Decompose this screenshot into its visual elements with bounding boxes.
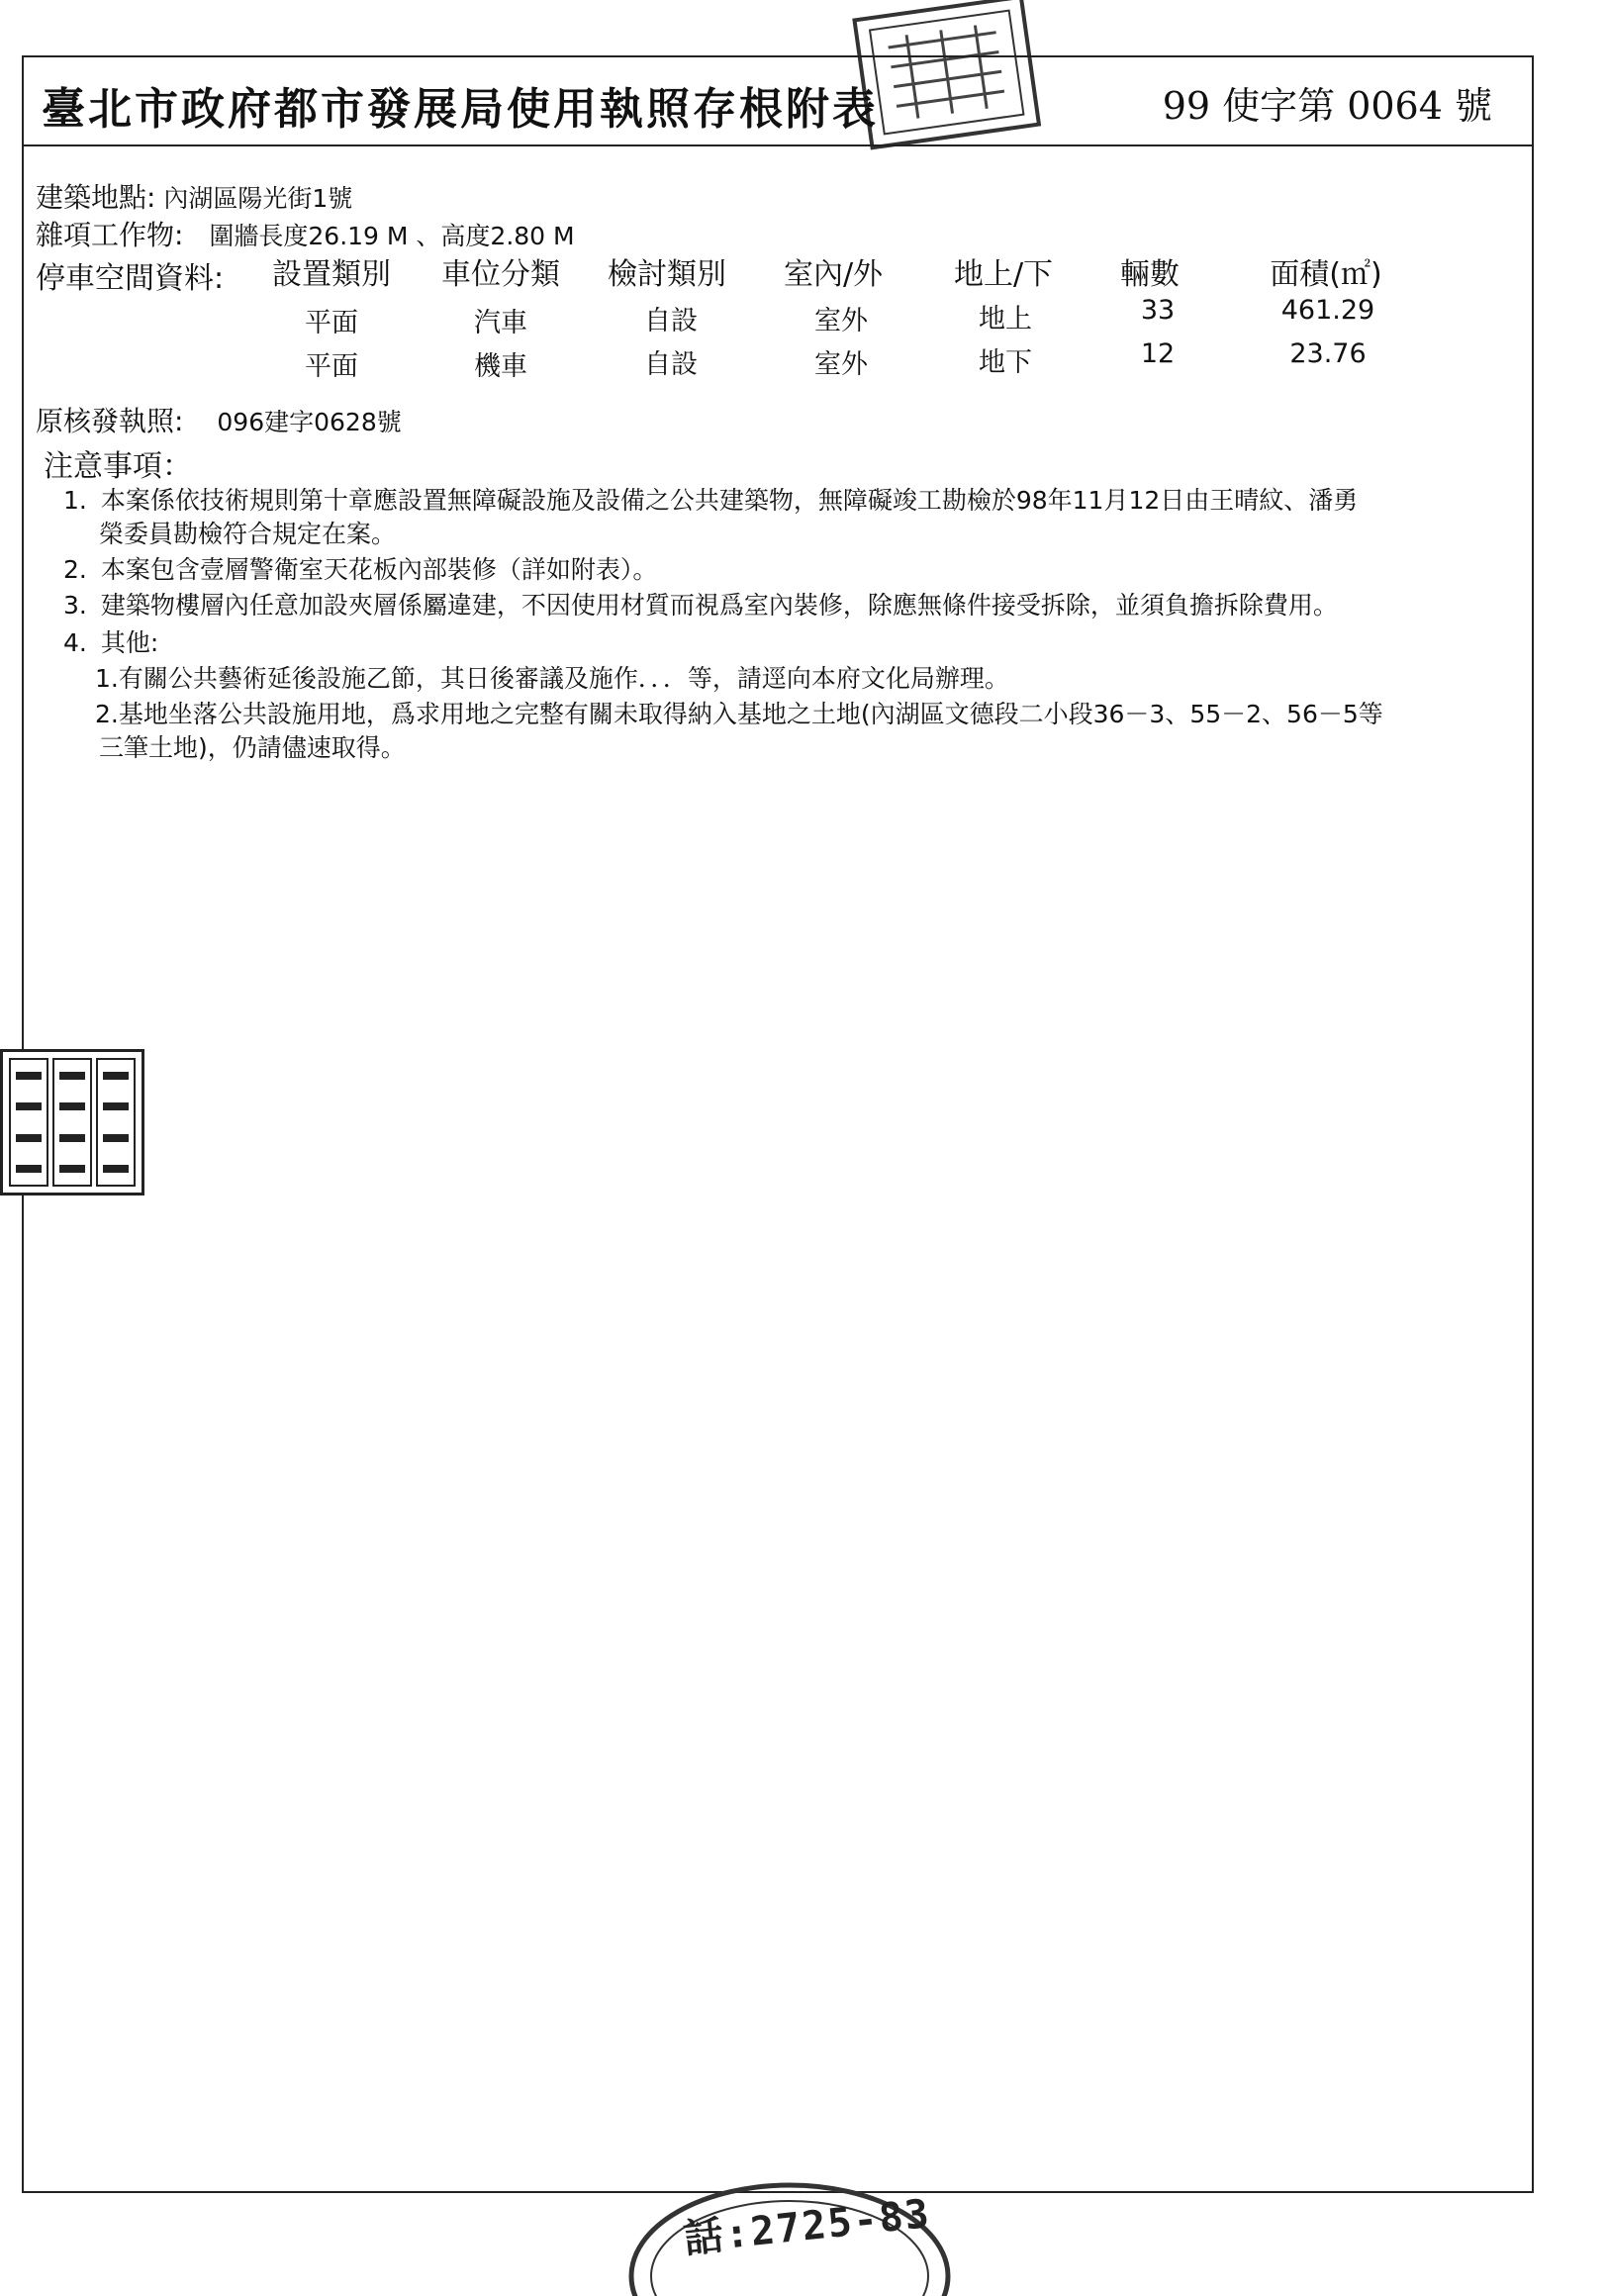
note-number: 4. [63,628,87,657]
parking-cell: 自設 [644,349,698,380]
parking-label: 停車空間資料: [36,261,225,296]
note-item-1 [63,481,1358,517]
original-permit-label: 原核發執照: [36,405,184,437]
parking-cell: 自設 [644,306,698,336]
misc-structure-label: 雜項工作物: [36,219,184,251]
parking-cell: 室外 [814,306,868,336]
location-value: 內湖區陽光街1號 [163,184,353,213]
notes-heading: 注意事項： [44,449,192,484]
parking-cell: 地上 [979,304,1032,335]
note-text: 本案係依技術規則第十章應設置無障礙設施及設備之公共建築物，無障礙竣工勘檢於98年11月12日由王晴紋、潘勇 [100,486,1359,515]
parking-cell: 平面 [305,351,358,382]
parking-cell: 12 [1140,338,1176,369]
location-line [36,176,352,216]
parking-header-review-type: 檢討類別 [608,257,726,292]
parking-header-space-class: 車位分類 [441,257,560,292]
parking-header-area: 面積(㎡) [1270,257,1382,292]
document-title: 臺北市政府都市發展局使用執照存根附表 [42,84,879,135]
parking-cell: 33 [1140,295,1176,326]
note-number: 2. [63,555,87,584]
parking-cell: 23.76 [1289,338,1367,369]
note-sub-item-1: 1.有關公共藝術延後設施乙節，其日後審議及施作．．．等，請逕向本府文化局辦理。 [95,664,1009,693]
parking-cell: 地下 [979,347,1032,378]
parking-cell: 室外 [814,349,868,380]
note-item-1-continuation: 榮委員勘檢符合規定在案。 [99,520,397,548]
note-number: 1. [63,486,87,515]
misc-structure-value: 圍牆長度26.19 M 、高度2.80 M [209,222,575,250]
note-number: 3. [63,591,87,620]
parking-header-count: 輛數 [1120,257,1180,292]
permit-number: 99 使字第 0064 號 [1162,84,1492,128]
parking-header-above-below: 地上/下 [953,257,1054,292]
note-item-3 [63,586,1338,622]
original-permit-line [36,400,402,439]
note-sub-item-2: 2.基地坐落公共設施用地，爲求用地之完整有關未取得納入基地之土地(內湖區文德段二小段36－3、55－2、56－5等 [95,700,1383,728]
parking-cell: 平面 [305,308,358,338]
parking-header-setup-type: 設置類別 [272,257,391,292]
left-seal-stamp [0,1049,144,1196]
note-item-2 [63,550,657,586]
location-label: 建築地點: [36,181,156,214]
note-item-4 [63,623,158,659]
note-text: 建築物樓層內任意加設夾層係屬違建，不因使用材質而視爲室內裝修，除應無條件接受拆除，並須負擔拆除費用。 [100,591,1338,620]
misc-structure-line [36,214,575,253]
parking-cell: 機車 [474,351,527,382]
parking-header-indoor-outdoor: 室內/外 [783,257,884,292]
note-text: 其他: [100,628,159,657]
parking-cell: 汽車 [474,308,527,338]
title-row [24,57,1532,146]
bottom-stamp-text: 話:2725-83 [681,2191,933,2262]
parking-cell: 461.29 [1280,295,1375,326]
note-text: 本案包含壹層警衛室天花板內部裝修（詳如附表）。 [100,555,658,584]
note-sub-item-2-continuation: 三筆土地)，仍請儘速取得。 [99,733,406,762]
document-frame [22,55,1534,2193]
original-permit-value: 096建字0628號 [217,408,402,436]
